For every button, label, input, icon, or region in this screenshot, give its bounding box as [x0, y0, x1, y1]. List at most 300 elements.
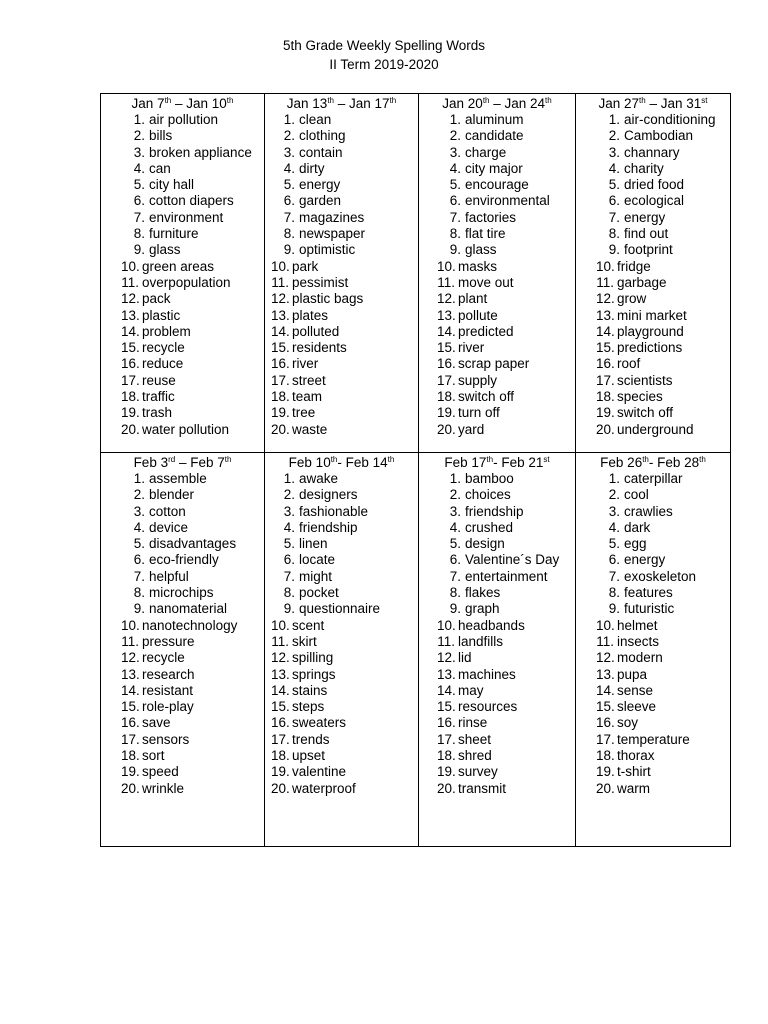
word-number: 17.	[437, 731, 456, 747]
week-date-range	[576, 96, 730, 112]
word-text: pupa	[617, 666, 648, 682]
word-list	[101, 112, 264, 438]
word-number: 1.	[283, 112, 295, 127]
word-number: 16.	[121, 715, 140, 731]
week-cell	[576, 94, 730, 453]
word-number: 17.	[596, 372, 615, 388]
date-ordinal-suffix: th	[330, 455, 338, 464]
word-item	[271, 177, 418, 193]
word-item	[121, 389, 264, 405]
word-number: 5.	[133, 536, 145, 552]
word-number: 14.	[271, 323, 290, 339]
word-number: 2.	[133, 128, 145, 144]
word-number: 6.	[283, 552, 295, 568]
word-number: 12.	[121, 650, 140, 666]
word-number: 9.	[133, 601, 145, 617]
word-number: 17.	[271, 372, 290, 388]
date-ordinal-suffix: th	[482, 96, 490, 105]
week-date-range	[419, 96, 575, 112]
word-number: 11.	[596, 633, 614, 649]
word-text: footprint	[624, 242, 673, 258]
word-text: disadvantages	[149, 536, 237, 552]
word-number: 3.	[283, 503, 295, 519]
word-number: 9.	[449, 242, 461, 258]
word-item	[437, 324, 575, 340]
word-text: nanomaterial	[149, 601, 228, 617]
word-item	[596, 128, 730, 144]
word-item	[121, 487, 264, 503]
date-text: Feb 10	[288, 455, 331, 470]
word-item	[121, 161, 264, 177]
word-item	[596, 145, 730, 161]
word-item	[437, 634, 575, 650]
word-item	[121, 536, 264, 552]
word-item	[271, 259, 418, 275]
word-item	[271, 308, 418, 324]
word-item	[596, 585, 730, 601]
word-list	[576, 112, 730, 438]
word-item	[596, 504, 730, 520]
word-text: microchips	[149, 585, 214, 601]
word-item	[596, 373, 730, 389]
word-item	[271, 324, 418, 340]
date-ordinal-suffix: th	[327, 96, 334, 105]
word-item	[437, 356, 575, 372]
word-number: 4.	[449, 519, 461, 535]
word-item	[596, 552, 730, 568]
word-text: features	[624, 585, 673, 601]
word-text: garden	[299, 193, 342, 209]
word-text: cotton	[149, 503, 186, 519]
word-number: 18.	[271, 748, 290, 764]
word-text: predictions	[617, 340, 683, 356]
week-cell	[576, 453, 730, 846]
word-number: 4.	[608, 519, 620, 535]
word-text: optimistic	[299, 242, 356, 258]
word-number: 18.	[437, 389, 456, 405]
word-item	[121, 128, 264, 144]
word-text: spilling	[292, 650, 334, 666]
word-number: 15.	[596, 699, 615, 715]
word-text: mini market	[617, 307, 687, 323]
word-text: polluted	[292, 323, 340, 339]
word-text: overpopulation	[142, 274, 231, 290]
word-number: 12.	[437, 650, 456, 666]
word-number: 1.	[449, 112, 461, 127]
word-item	[437, 618, 575, 634]
date-ordinal-suffix: th	[486, 455, 494, 464]
word-number: 3.	[608, 144, 620, 160]
word-number: 17.	[121, 372, 140, 388]
word-text: modern	[617, 650, 663, 666]
word-item	[271, 667, 418, 683]
word-text: air-conditioning	[624, 112, 716, 127]
word-text: research	[142, 666, 195, 682]
word-text: channary	[624, 144, 680, 160]
word-number: 17.	[596, 731, 615, 747]
word-text: yard	[458, 421, 485, 437]
word-text: machines	[458, 666, 516, 682]
word-number: 8.	[133, 226, 145, 242]
word-text: park	[292, 258, 319, 274]
week-cell	[101, 453, 265, 846]
word-item	[437, 308, 575, 324]
word-item	[271, 226, 418, 242]
date-text: Feb 3	[133, 455, 169, 470]
word-number: 8.	[133, 585, 145, 601]
word-item	[271, 193, 418, 209]
word-text: friendship	[299, 519, 358, 535]
word-text: reuse	[142, 372, 176, 388]
word-text: may	[458, 682, 484, 698]
word-text: street	[292, 372, 326, 388]
word-text: furniture	[149, 226, 199, 242]
date-ordinal-suffix: th	[545, 96, 552, 105]
word-text: pack	[142, 291, 171, 307]
word-number: 15.	[121, 340, 140, 356]
word-number: 18.	[121, 389, 140, 405]
word-list	[265, 471, 418, 797]
date-ordinal-suffix: th	[639, 96, 646, 105]
word-number: 19.	[596, 405, 615, 421]
word-item	[437, 389, 575, 405]
word-item	[121, 748, 264, 764]
word-text: candidate	[465, 128, 524, 144]
word-number: 14.	[271, 682, 290, 698]
word-item	[437, 781, 575, 797]
week-date-range	[265, 455, 418, 471]
word-text: friendship	[465, 503, 524, 519]
word-number: 4.	[449, 160, 461, 176]
word-item	[271, 128, 418, 144]
date-text: Jan 20	[442, 96, 483, 111]
word-text: entertainment	[465, 568, 548, 584]
word-number: 10.	[596, 258, 615, 274]
word-list	[419, 112, 575, 438]
word-text: waste	[292, 421, 328, 437]
word-number: 11.	[271, 633, 289, 649]
word-number: 1.	[449, 471, 461, 486]
word-number: 7.	[608, 568, 620, 584]
word-item	[121, 634, 264, 650]
word-item	[121, 699, 264, 715]
word-number: 1.	[283, 471, 295, 486]
word-text: scrap paper	[458, 356, 530, 372]
word-item	[437, 487, 575, 503]
word-item	[271, 340, 418, 356]
word-text: crawlies	[624, 503, 673, 519]
word-item	[121, 242, 264, 258]
word-item	[437, 667, 575, 683]
word-number: 9.	[608, 601, 620, 617]
date-text: – Jan 17	[334, 96, 390, 111]
word-number: 6.	[449, 193, 461, 209]
date-text: Feb 26	[600, 455, 643, 470]
word-number: 15.	[271, 340, 290, 356]
word-number: 5.	[283, 177, 295, 193]
word-list	[576, 471, 730, 797]
word-item	[121, 667, 264, 683]
word-item	[437, 569, 575, 585]
word-text: insects	[617, 633, 660, 649]
word-text: crushed	[465, 519, 514, 535]
word-text: sensors	[142, 731, 190, 747]
word-number: 15.	[437, 699, 456, 715]
word-text: valentine	[292, 764, 347, 780]
word-number: 9.	[608, 242, 620, 258]
word-text: headbands	[458, 617, 525, 633]
date-ordinal-suffix: th	[389, 96, 397, 105]
word-text: sweaters	[292, 715, 347, 731]
word-item	[121, 471, 264, 487]
word-item	[596, 259, 730, 275]
word-number: 12.	[271, 650, 290, 666]
word-item	[437, 177, 575, 193]
word-text: environment	[149, 209, 224, 225]
date-ordinal-suffix: st	[701, 96, 708, 105]
title-line-1: 5th Grade Weekly Spelling Words	[282, 38, 486, 53]
word-item	[271, 210, 418, 226]
word-number: 19.	[121, 405, 140, 421]
word-text: speed	[142, 764, 179, 780]
date-ordinal-suffix: th	[642, 455, 649, 464]
word-number: 2.	[133, 487, 145, 503]
word-number: 14.	[437, 323, 456, 339]
word-item	[437, 291, 575, 307]
word-item	[271, 650, 418, 666]
word-text: landfills	[458, 633, 504, 649]
word-item	[596, 487, 730, 503]
date-text: Jan 27	[598, 96, 640, 111]
word-item	[271, 634, 418, 650]
word-text: flakes	[465, 585, 501, 601]
word-text: soy	[617, 715, 639, 731]
word-text: survey	[458, 764, 498, 780]
word-item	[121, 112, 264, 128]
word-number: 1.	[133, 471, 145, 486]
word-number: 12.	[121, 291, 140, 307]
word-number: 12.	[596, 291, 615, 307]
word-text: energy	[299, 177, 341, 193]
word-number: 12.	[271, 291, 290, 307]
word-number: 15.	[596, 340, 615, 356]
word-item	[596, 161, 730, 177]
word-number: 2.	[608, 487, 620, 503]
word-number: 17.	[121, 731, 140, 747]
word-text: resistant	[142, 682, 194, 698]
week-date-range	[101, 96, 264, 112]
word-item	[271, 715, 418, 731]
word-text: save	[142, 715, 171, 731]
word-item	[437, 715, 575, 731]
word-item	[121, 585, 264, 601]
word-text: waterproof	[292, 780, 356, 796]
word-text: broken appliance	[149, 144, 252, 160]
word-number: 5.	[133, 177, 145, 193]
week-cell	[101, 94, 265, 453]
word-item	[121, 764, 264, 780]
word-number: 18.	[437, 748, 456, 764]
word-number: 6.	[449, 552, 461, 568]
word-text: tree	[292, 405, 316, 421]
word-number: 8.	[608, 585, 620, 601]
word-item	[437, 504, 575, 520]
word-number: 7.	[449, 568, 461, 584]
date-ordinal-suffix: th	[224, 455, 232, 464]
word-item	[437, 536, 575, 552]
word-text: factories	[465, 209, 517, 225]
word-number: 17.	[437, 372, 456, 388]
word-number: 10.	[271, 258, 290, 274]
word-number: 18.	[271, 389, 290, 405]
word-text: roof	[617, 356, 641, 372]
word-item	[596, 177, 730, 193]
word-item	[437, 585, 575, 601]
word-text: predicted	[458, 323, 514, 339]
word-item	[271, 145, 418, 161]
date-ordinal-suffix: th	[164, 96, 172, 105]
word-number: 13.	[437, 666, 456, 682]
word-number: 20.	[596, 780, 615, 796]
word-item	[596, 618, 730, 634]
word-item	[271, 275, 418, 291]
word-text: find out	[624, 226, 669, 242]
word-number: 18.	[596, 748, 615, 764]
word-number: 1.	[608, 471, 620, 486]
word-number: 1.	[608, 112, 620, 127]
word-number: 8.	[449, 226, 461, 242]
word-number: 9.	[283, 601, 295, 617]
word-text: choices	[465, 487, 511, 503]
word-number: 15.	[437, 340, 456, 356]
date-text: Jan 13	[286, 96, 328, 111]
word-number: 8.	[449, 585, 461, 601]
word-item	[437, 601, 575, 617]
word-number: 10.	[121, 617, 140, 633]
word-number: 14.	[596, 323, 615, 339]
word-text: fashionable	[299, 503, 369, 519]
word-text: pocket	[299, 585, 339, 601]
word-number: 6.	[608, 193, 620, 209]
word-number: 20.	[271, 421, 290, 437]
word-text: contain	[299, 144, 343, 160]
word-item	[437, 699, 575, 715]
word-item	[121, 226, 264, 242]
word-number: 16.	[121, 356, 140, 372]
word-text: team	[292, 389, 323, 405]
word-text: dried food	[624, 177, 685, 193]
word-text: plastic bags	[292, 291, 364, 307]
word-item	[596, 732, 730, 748]
word-text: sort	[142, 748, 165, 764]
word-item	[121, 291, 264, 307]
word-number: 16.	[437, 356, 456, 372]
word-text: recycle	[142, 650, 185, 666]
word-number: 15.	[121, 699, 140, 715]
word-text: trash	[142, 405, 173, 421]
word-number: 5.	[608, 536, 620, 552]
word-text: egg	[624, 536, 647, 552]
word-item	[437, 242, 575, 258]
word-item	[271, 291, 418, 307]
word-item	[596, 650, 730, 666]
word-number: 8.	[283, 226, 295, 242]
word-text: plant	[458, 291, 488, 307]
word-item	[271, 422, 418, 438]
word-text: water pollution	[142, 421, 230, 437]
word-text: city hall	[149, 177, 195, 193]
word-list	[265, 112, 418, 438]
word-number: 13.	[596, 307, 615, 323]
word-item	[121, 520, 264, 536]
word-text: temperature	[617, 731, 690, 747]
word-list	[419, 471, 575, 797]
word-number: 7.	[449, 209, 461, 225]
word-item	[271, 112, 418, 128]
word-item	[596, 748, 730, 764]
word-item	[121, 650, 264, 666]
word-item	[437, 226, 575, 242]
date-ordinal-suffix: th	[387, 455, 395, 464]
word-item	[596, 112, 730, 128]
word-number: 16.	[596, 715, 615, 731]
date-text: – Jan 31	[645, 96, 702, 111]
word-number: 7.	[608, 209, 620, 225]
word-item	[437, 161, 575, 177]
word-text: green areas	[142, 258, 215, 274]
word-number: 4.	[133, 160, 145, 176]
word-number: 11.	[596, 274, 614, 290]
week-date-range	[101, 455, 264, 471]
word-text: resources	[458, 699, 518, 715]
word-item	[596, 471, 730, 487]
word-item	[271, 504, 418, 520]
word-text: role-play	[142, 699, 194, 715]
word-item	[271, 764, 418, 780]
word-item	[596, 601, 730, 617]
word-text: newspaper	[299, 226, 366, 242]
word-item	[596, 536, 730, 552]
word-item	[271, 405, 418, 421]
word-text: underground	[617, 421, 694, 437]
word-text: linen	[299, 536, 328, 552]
word-number: 19.	[596, 764, 615, 780]
word-text: lid	[458, 650, 472, 666]
word-item	[121, 683, 264, 699]
word-text: t-shirt	[617, 764, 651, 780]
word-number: 6.	[283, 193, 295, 209]
word-number: 11.	[271, 274, 289, 290]
word-item	[121, 308, 264, 324]
word-number: 14.	[437, 682, 456, 698]
word-text: plates	[292, 307, 329, 323]
word-item	[121, 504, 264, 520]
word-text: scientists	[617, 372, 673, 388]
word-item	[596, 340, 730, 356]
word-text: fridge	[617, 258, 651, 274]
word-text: Cambodian	[624, 128, 694, 144]
week-date-range	[576, 455, 730, 471]
word-number: 14.	[121, 323, 140, 339]
word-item	[596, 715, 730, 731]
word-number: 10.	[271, 617, 290, 633]
word-item	[271, 585, 418, 601]
word-item	[271, 699, 418, 715]
word-number: 3.	[283, 144, 295, 160]
word-text: environmental	[465, 193, 550, 209]
word-text: encourage	[465, 177, 529, 193]
word-number: 20.	[121, 421, 140, 437]
